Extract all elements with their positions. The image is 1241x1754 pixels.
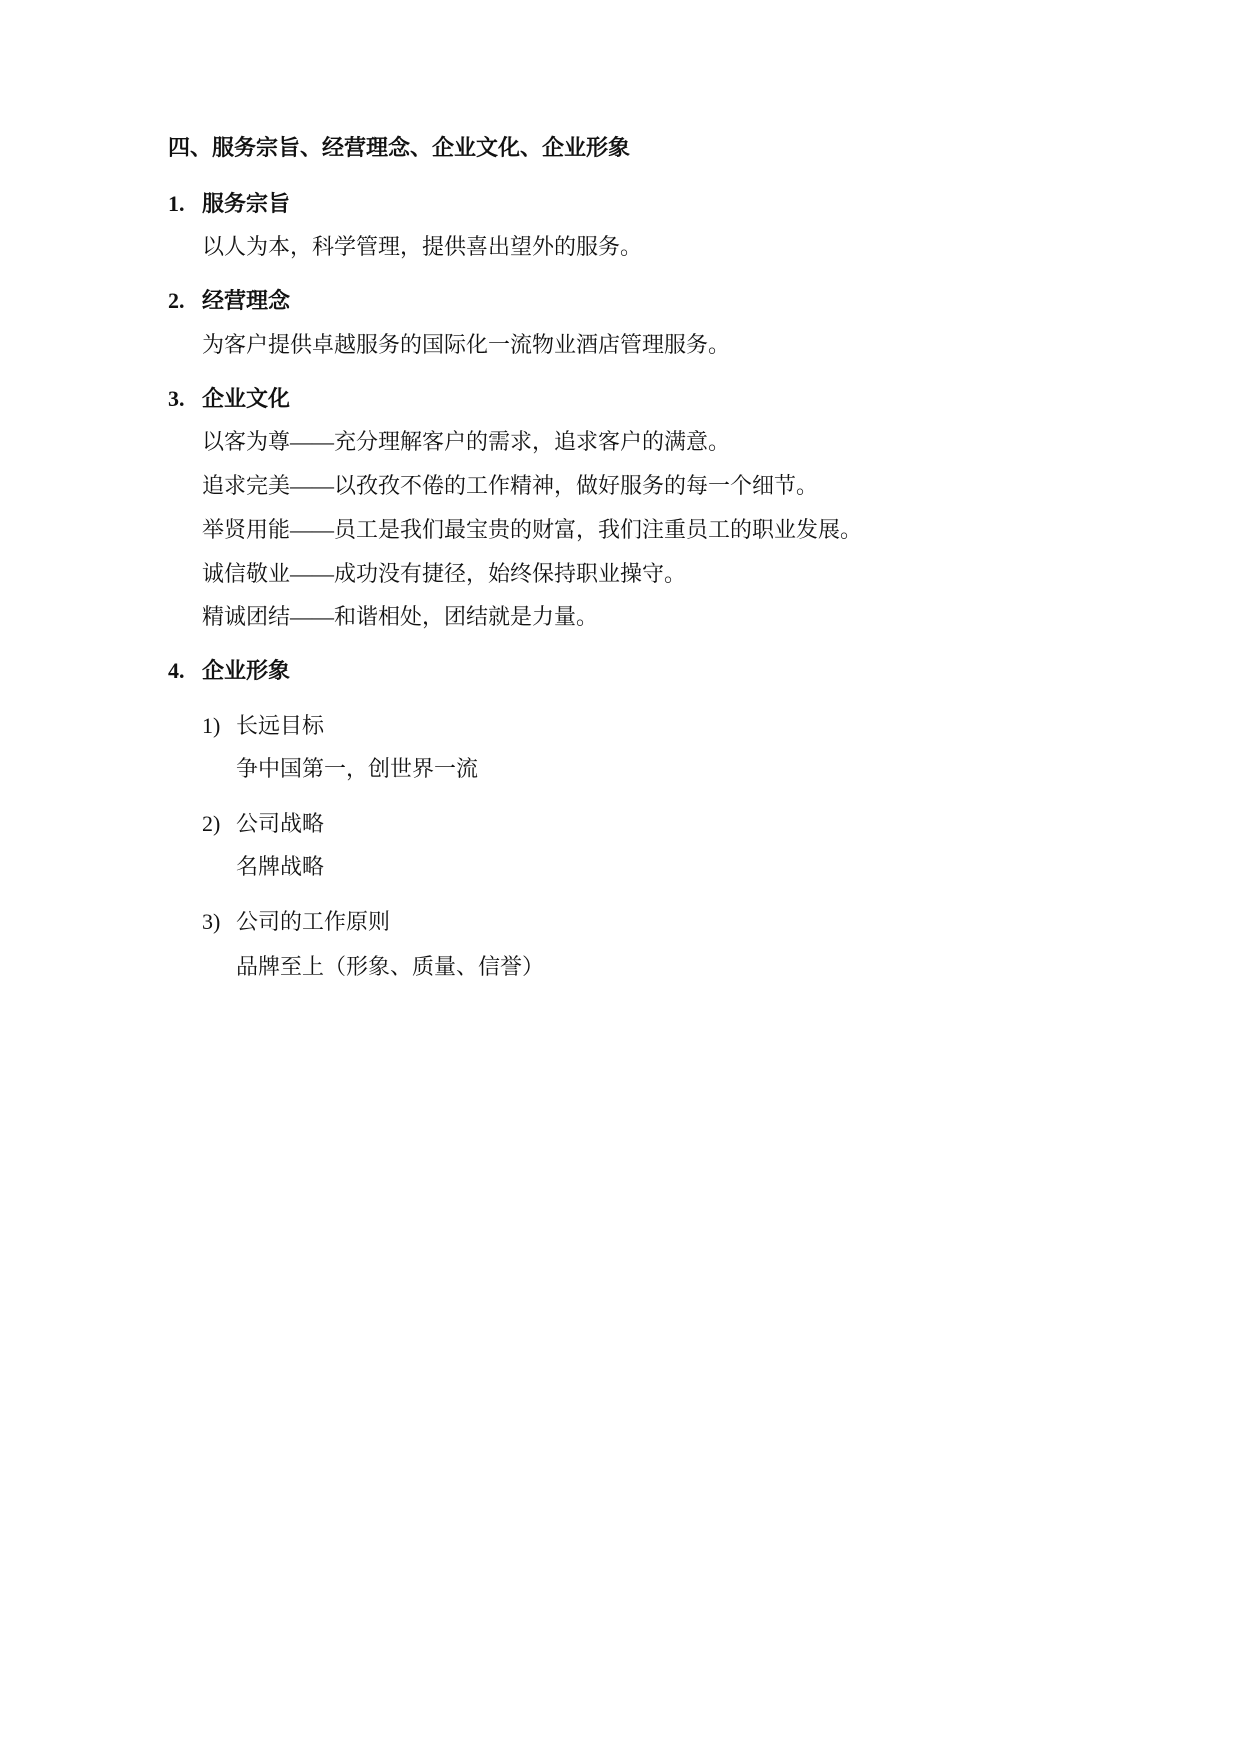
image-item-title: 长远目标 (236, 713, 325, 738)
culture-line: 追求完美——以孜孜不倦的工作精神，做好服务的每一个细节。 (202, 473, 819, 498)
section-1-number: 1. (168, 191, 185, 216)
image-item-number: 3) (202, 909, 221, 934)
section-1-title: 服务宗旨 (202, 191, 291, 216)
section-3-number: 3. (168, 386, 185, 411)
section-2-title: 经营理念 (202, 288, 291, 313)
image-item-title: 公司的工作原则 (236, 909, 391, 934)
image-item-number: 2) (202, 811, 221, 836)
section-2-number: 2. (168, 288, 185, 313)
culture-line: 精诚团结——和谐相处，团结就是力量。 (202, 604, 599, 629)
image-item-text: 争中国第一，创世界一流 (236, 756, 479, 781)
section-3-title: 企业文化 (202, 386, 291, 411)
image-item-text: 名牌战略 (236, 854, 325, 879)
culture-line: 诚信敬业——成功没有捷径，始终保持职业操守。 (202, 561, 687, 586)
section-4-number: 4. (168, 658, 185, 683)
image-item-number: 1) (202, 713, 221, 738)
image-item-title: 公司战略 (236, 811, 325, 836)
section-2-text: 为客户提供卓越服务的国际化一流物业酒店管理服务。 (202, 332, 731, 357)
image-item-text: 品牌至上（形象、质量、信誉） (236, 954, 545, 979)
page-heading: 四、服务宗旨、经营理念、企业文化、企业形象 (168, 135, 631, 160)
section-1-text: 以人为本，科学管理，提供喜出望外的服务。 (202, 234, 643, 259)
section-4-title: 企业形象 (202, 658, 291, 683)
culture-line: 举贤用能——员工是我们最宝贵的财富，我们注重员工的职业发展。 (202, 517, 863, 542)
culture-line: 以客为尊——充分理解客户的需求，追求客户的满意。 (202, 429, 731, 454)
